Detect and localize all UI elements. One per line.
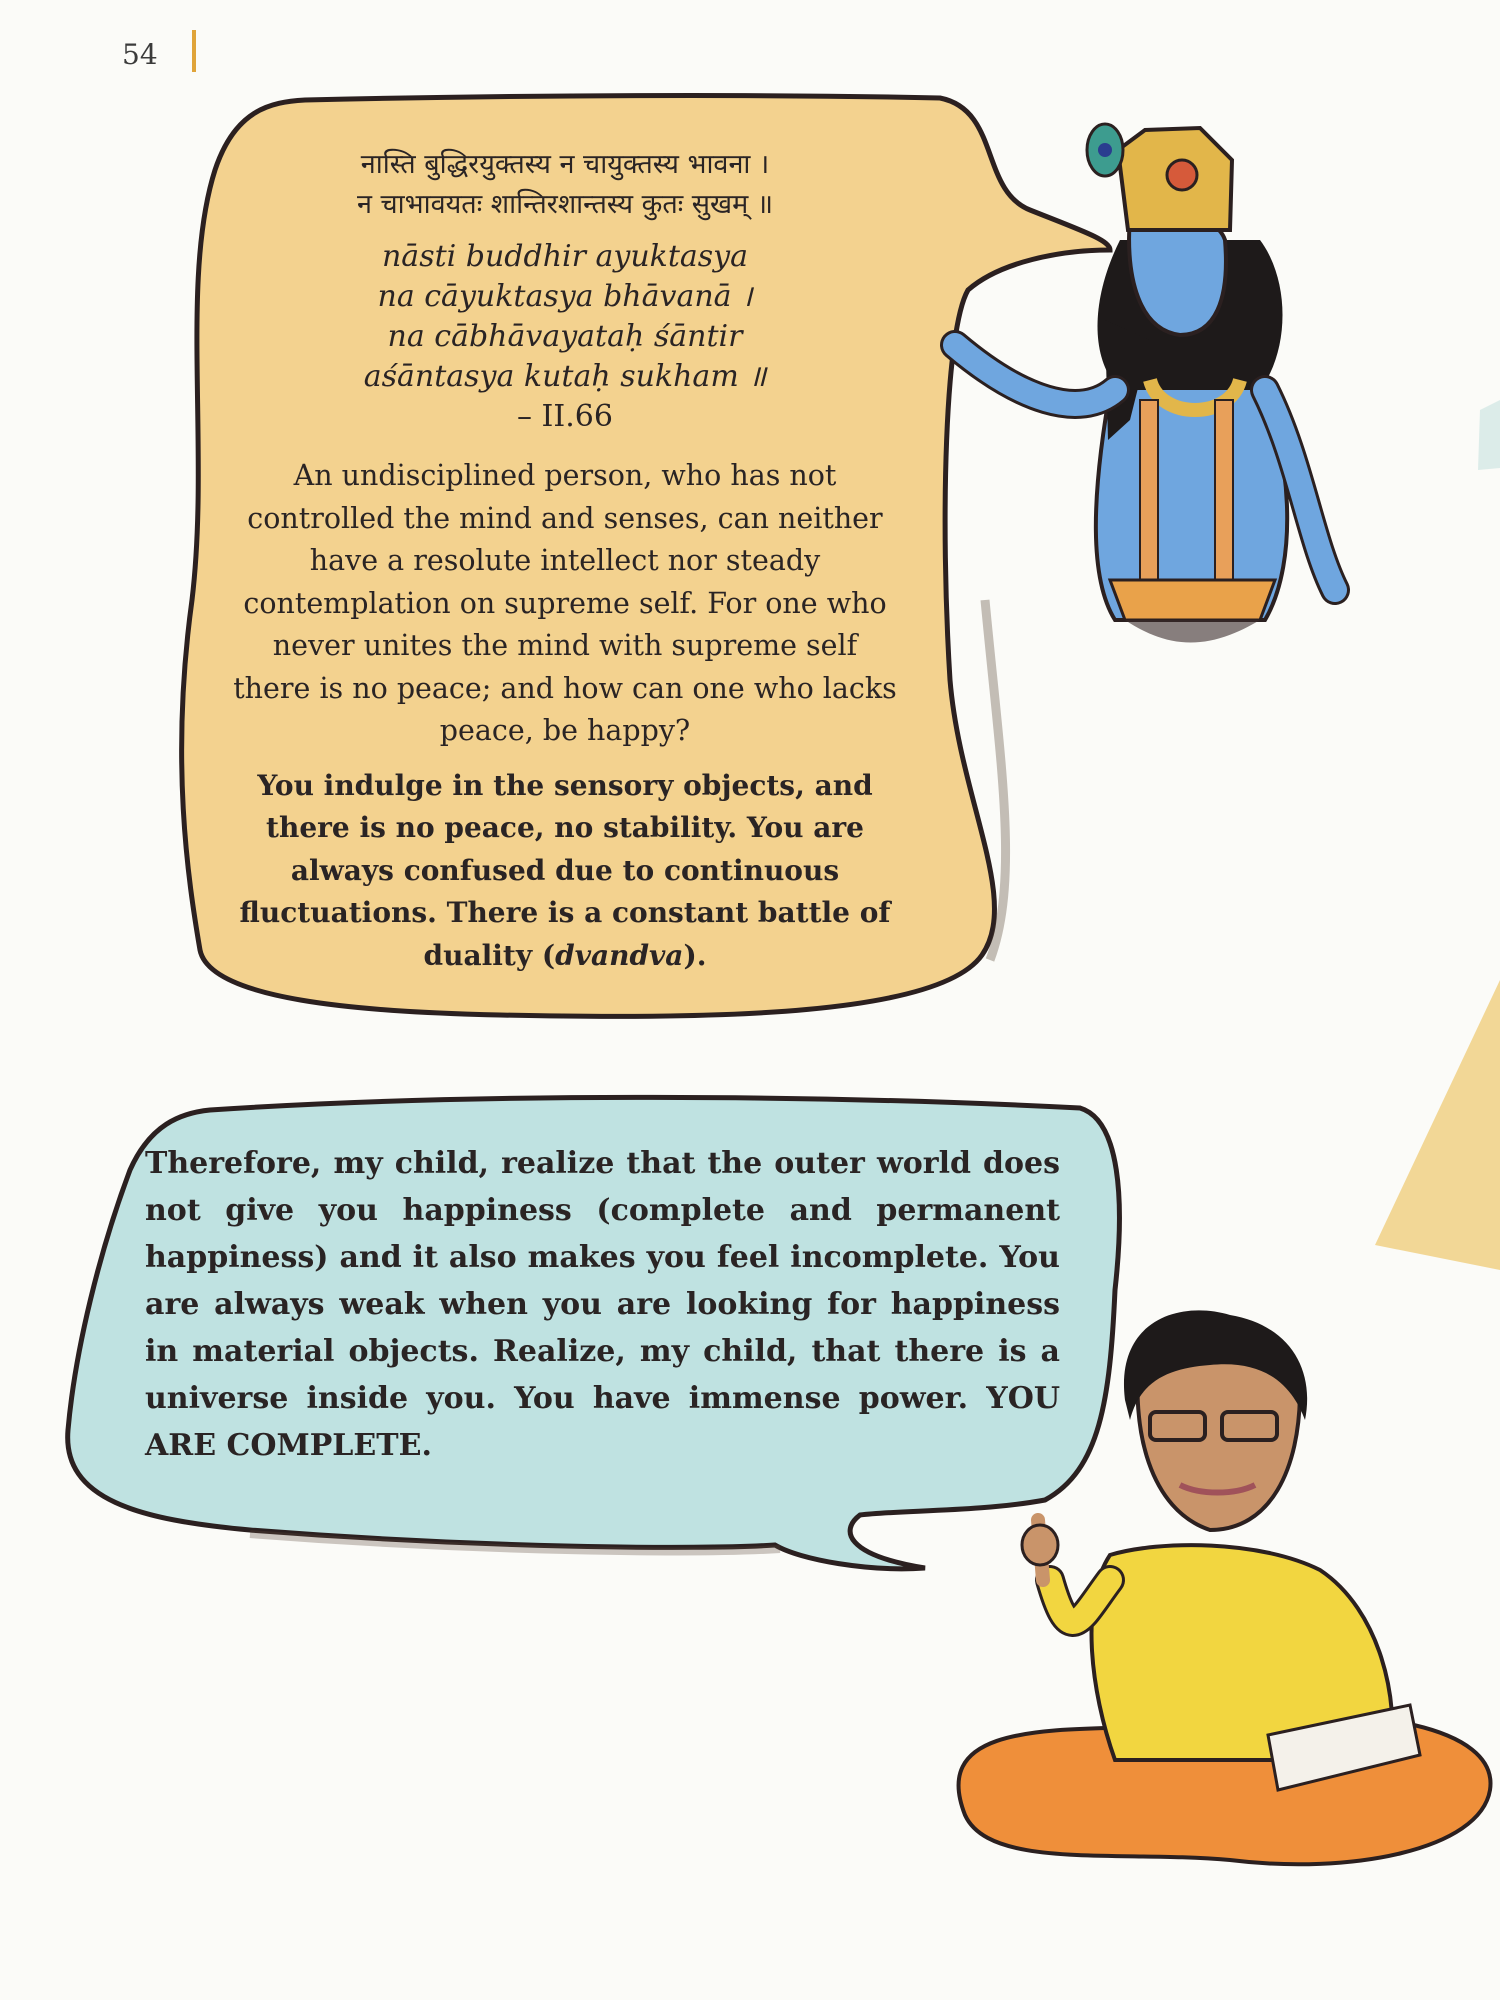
background-teal-shape xyxy=(1478,400,1500,470)
teacher-speech-text xyxy=(145,1140,1060,1469)
sanskrit-line-2: न चाभावयतः शान्तिरशान्तस्य कुतः सुखम् ॥ xyxy=(356,189,774,220)
teacher-message: Therefore, my child, realize that the outer world does not give you happiness (complete and permanent happiness) and it also makes you feel incomplete. You are always weak when you are looking for happiness in material objects. Realize, my child, that there is a universe inside you. You have immense power. YOU ARE COMPLETE. xyxy=(145,1146,1060,1463)
sanskrit-line-1: नास्ति बुद्धिरयुक्तस्य न चायुक्तस्य भावना । xyxy=(360,149,770,180)
verse-translation: An undisciplined person, who has not controlled the mind and senses, can neither have a resolute intellect nor steady contemplation on supreme self. For one who never unites the mind with supreme self there is no peace; and how can one who lacks peace, be happy? xyxy=(233,459,897,747)
page-number: 54 xyxy=(122,38,158,71)
transliteration-line-3: na cābhāvayataḥ śāntir xyxy=(387,319,743,354)
commentary-term: dvandva xyxy=(555,938,684,972)
krishna-speech-text xyxy=(230,145,900,977)
verse-reference: – II.66 xyxy=(517,399,613,434)
commentary-text-2: ). xyxy=(683,938,707,972)
transliteration-line-2: na cāyuktasya bhāvanā । xyxy=(377,279,753,314)
verse-commentary xyxy=(230,765,900,978)
transliteration-line-4: aśāntasya kutaḥ sukham ॥ xyxy=(363,359,767,394)
transliteration-line-1: nāsti buddhir ayuktasya xyxy=(381,239,749,274)
commentary-text-1: You indulge in the sensory objects, and there is no peace, no stability. You are always confused due to continuous fluctuations. There is a constant battle of duality ( xyxy=(239,768,891,972)
background-yellow-shape xyxy=(1375,980,1500,1270)
krishna-raised-hand xyxy=(955,345,1115,404)
